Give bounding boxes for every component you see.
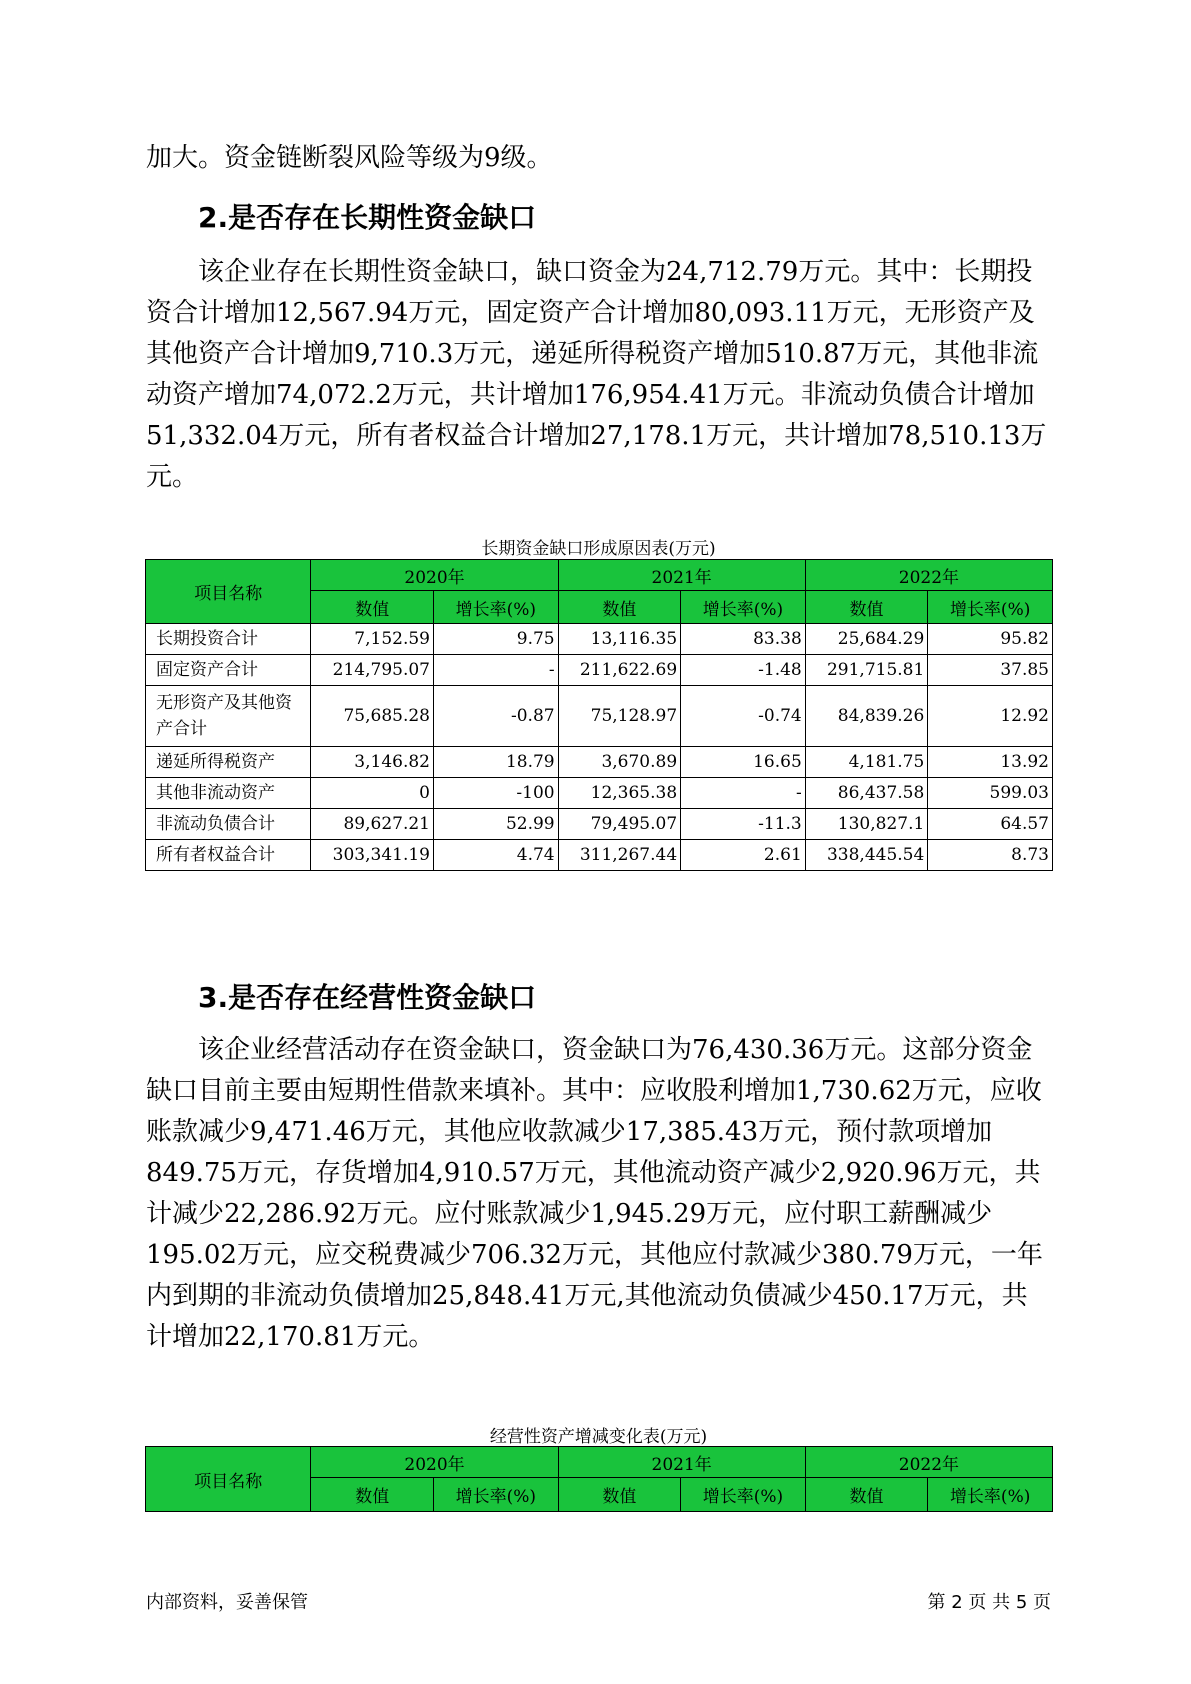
table1-year-2020: 2020年	[311, 560, 558, 591]
table-row	[146, 655, 1053, 686]
cell: 75,685.28	[311, 686, 434, 747]
footer-page-number: 第 2 页 共 5 页	[927, 1592, 1051, 1613]
table1-growth-header: 增长率(%)	[434, 591, 559, 624]
row-label: 递延所得税资产	[146, 747, 311, 778]
table-row	[146, 747, 1053, 778]
cell: 9.75	[434, 624, 559, 655]
table1-value-header: 数值	[311, 591, 434, 624]
table2-value-header: 数值	[558, 1478, 681, 1512]
row-label: 无形资产及其他资产合计	[146, 686, 311, 747]
cell: 2.61	[681, 840, 806, 871]
cell: 4,181.75	[805, 747, 928, 778]
row-label: 长期投资合计	[146, 624, 311, 655]
section2-paragraph-text: 该企业存在长期性资金缺口，缺口资金为24,712.79万元。其中：长期投资合计增加12,567.94万元，固定资产合计增加80,093.11万元，无形资产及其他资产合计增加9,710.3万元，递延所得税资产增加510.87万元，其他非流动资产增加74,072.2万元，共计增加176,954.41万元。非流动负债合计增加51,332.04万元，所有者权益合计增加27,178.1万元，共计增加78,510.13万元。	[146, 257, 1047, 492]
cell: 16.65	[681, 747, 806, 778]
table2-year-2021: 2021年	[558, 1447, 805, 1478]
cell: 8.73	[928, 840, 1053, 871]
operating-assets-table	[145, 1446, 1053, 1512]
cell: 52.99	[434, 809, 559, 840]
cell: -100	[434, 778, 559, 809]
section2-paragraph	[146, 252, 1051, 498]
intro-tail-text: 加大。资金链断裂风险等级为9级。	[146, 143, 553, 173]
cell: 303,341.19	[311, 840, 434, 871]
long-term-gap-table	[145, 559, 1053, 871]
cell: 311,267.44	[558, 840, 681, 871]
footer-confidential-note: 内部资料，妥善保管	[146, 1592, 308, 1613]
table2-year-2020: 2020年	[311, 1447, 558, 1478]
table2-growth-header: 增长率(%)	[681, 1478, 806, 1512]
table1-value-header: 数值	[558, 591, 681, 624]
table2-value-header: 数值	[805, 1478, 928, 1512]
cell: 86,437.58	[805, 778, 928, 809]
cell: 211,622.69	[558, 655, 681, 686]
cell: 291,715.81	[805, 655, 928, 686]
cell: -11.3	[681, 809, 806, 840]
section2-heading: 2.是否存在长期性资金缺口	[198, 201, 537, 234]
cell: 95.82	[928, 624, 1053, 655]
cell: 599.03	[928, 778, 1053, 809]
table-row	[146, 686, 1053, 747]
row-label: 非流动负债合计	[146, 809, 311, 840]
table1-growth-header: 增长率(%)	[928, 591, 1053, 624]
section3-heading: 3.是否存在经营性资金缺口	[198, 981, 537, 1014]
table-row	[146, 624, 1053, 655]
cell: 64.57	[928, 809, 1053, 840]
cell: 13.92	[928, 747, 1053, 778]
table1-year-2021: 2021年	[558, 560, 805, 591]
cell: -	[681, 778, 806, 809]
table1-value-header: 数值	[805, 591, 928, 624]
table1-year-2022: 2022年	[805, 560, 1052, 591]
table2-caption: 经营性资产增减变化表(万元)	[489, 1427, 708, 1447]
table2-year-2022: 2022年	[805, 1447, 1052, 1478]
cell: 25,684.29	[805, 624, 928, 655]
cell: 89,627.21	[311, 809, 434, 840]
cell: 338,445.54	[805, 840, 928, 871]
section3-paragraph	[146, 1030, 1051, 1358]
row-label: 其他非流动资产	[146, 778, 311, 809]
cell: 37.85	[928, 655, 1053, 686]
cell: 3,146.82	[311, 747, 434, 778]
cell: 75,128.97	[558, 686, 681, 747]
cell: -0.74	[681, 686, 806, 747]
table2-value-header: 数值	[311, 1478, 434, 1512]
cell: 214,795.07	[311, 655, 434, 686]
cell: 12.92	[928, 686, 1053, 747]
table-row	[146, 809, 1053, 840]
cell: 130,827.1	[805, 809, 928, 840]
section3-paragraph-text: 该企业经营活动存在资金缺口，资金缺口为76,430.36万元。这部分资金缺口目前主要由短期性借款来填补。其中：应收股利增加1,730.62万元，应收账款减少9,471.46万元，其他应收款减少17,385.43万元，预付款项增加849.75万元，存货增加4,910.57万元，其他流动资产减少2,920.96万元，共计减少22,286.92万元。应付账款减少1,945.29万元，应付职工薪酬减少195.02万元，应交税费减少706.32万元，其他应付款减少380.79万元，一年内到期的非流动负债增加25,848.41万元,其他流动负债减少450.17万元，共计增加22,170.81万元。	[146, 1035, 1043, 1352]
table-row	[146, 840, 1053, 871]
cell: 7,152.59	[311, 624, 434, 655]
cell: 3,670.89	[558, 747, 681, 778]
cell: 83.38	[681, 624, 806, 655]
cell: -1.48	[681, 655, 806, 686]
cell: -0.87	[434, 686, 559, 747]
row-label: 固定资产合计	[146, 655, 311, 686]
table1-growth-header: 增长率(%)	[681, 591, 806, 624]
table-row	[146, 778, 1053, 809]
table1-item-header: 项目名称	[146, 560, 311, 624]
table1-caption: 长期资金缺口形成原因表(万元)	[481, 539, 716, 559]
table2-growth-header: 增长率(%)	[434, 1478, 559, 1512]
cell: 0	[311, 778, 434, 809]
cell: 12,365.38	[558, 778, 681, 809]
cell: 79,495.07	[558, 809, 681, 840]
cell: 18.79	[434, 747, 559, 778]
cell: 13,116.35	[558, 624, 681, 655]
cell: -	[434, 655, 559, 686]
cell: 4.74	[434, 840, 559, 871]
cell: 84,839.26	[805, 686, 928, 747]
table2-item-header: 项目名称	[146, 1447, 311, 1512]
table2-growth-header: 增长率(%)	[928, 1478, 1053, 1512]
row-label: 所有者权益合计	[146, 840, 311, 871]
